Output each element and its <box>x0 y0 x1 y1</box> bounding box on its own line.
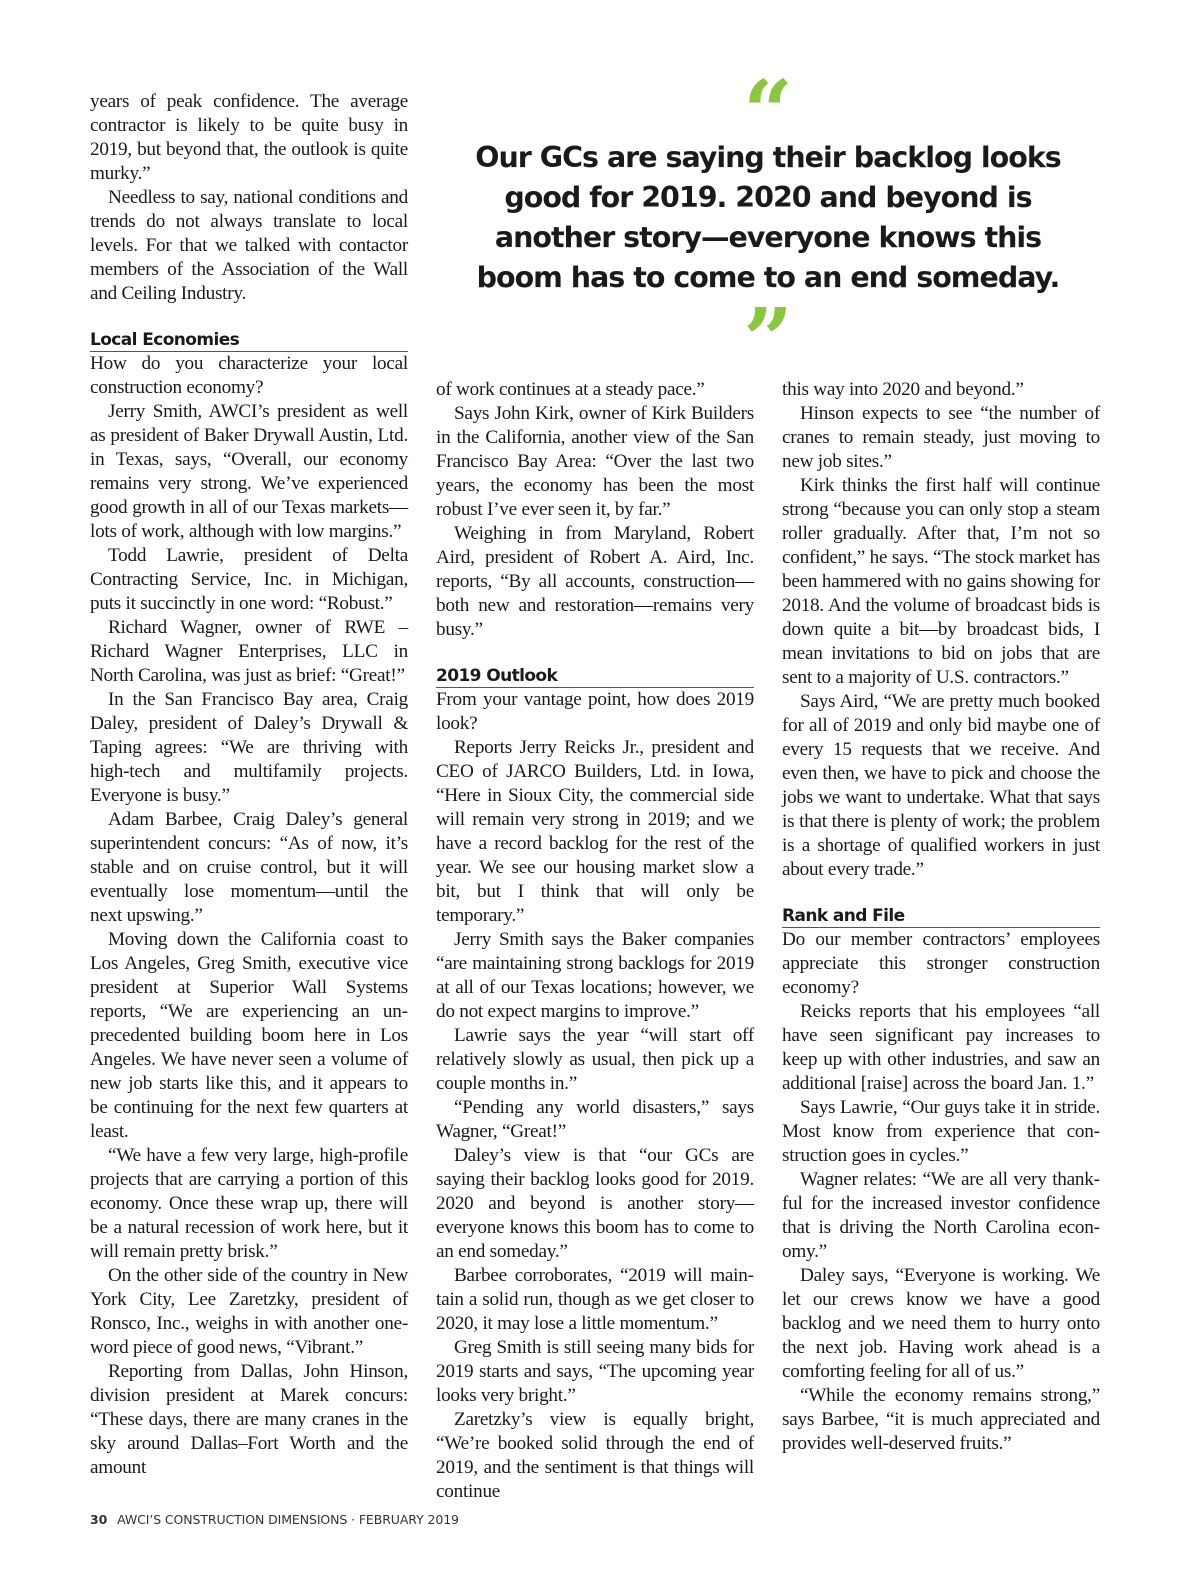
open-quote-icon: “ <box>743 62 793 163</box>
section-heading-local-economies: Local Economies <box>90 330 408 352</box>
paragraph: Moving down the California coast to Los Angeles, Greg Smith, executive vice president at Superior Wall Systems reports, “We are experiencing an unprecedented building boom here in Los Angeles. We have never seen a volume of new job starts like this, and it appears to be continuing for the next few quarters at least. <box>90 929 408 1142</box>
article-column-1 <box>90 90 408 1480</box>
publication-info: AWCI’S CONSTRUCTION DIMENSIONS · FEBRUARY 2019 <box>117 1512 459 1527</box>
paragraph: Jerry Smith says the Baker companies “are maintaining strong backlogs for 2019 at all of our Texas locations; however, we do not expect margins to improve.” <box>436 929 754 1022</box>
page-footer <box>90 1512 459 1527</box>
paragraph: “Pending any world disasters,” says Wagner, “Great!” <box>436 1097 754 1142</box>
section-question: Do our member contractors’ employees appreciate this stronger construction economy? <box>782 929 1100 998</box>
paragraph: years of peak confidence. The average contractor is likely to be quite busy in 2019, but beyond that, the outlook is quite murky.” <box>90 91 408 184</box>
article-column-3 <box>782 378 1100 1456</box>
paragraph: Weighing in from Maryland, Robert Aird, president of Robert A. Aird, Inc. reports, “By all accounts, construction—both new and restoration—remains very busy.” <box>436 523 754 640</box>
section-heading-rank-and-file: Rank and File <box>782 906 1100 928</box>
paragraph: Needless to say, national conditions and trends do not always translate to local levels. For that we talked with contactor members of the Association of the Wall and Ceiling Industry. <box>90 187 408 304</box>
paragraph: Lawrie says the year “will start off relatively slowly as usual, then pick up a couple months in.” <box>436 1025 754 1094</box>
paragraph: “We have a few very large, high-profile projects that are carrying a portion of this economy. Once these wrap up, there will be a natural recession of work here, but it will remain pretty brisk.” <box>90 1145 408 1262</box>
paragraph: Reports Jerry Reicks Jr., president and CEO of JARCO Builders, Ltd. in Iowa, “Here in Sioux City, the commercial side will remain very strong in 2019; and we have a record backlog for the rest of the year. We see our housing market slow a bit, but I think that will only be temporary.” <box>436 737 754 926</box>
paragraph: Daley’s view is that “our GCs are saying their backlog looks good for 2019. 2020 and beyond is another story—everyone knows this boom has to come to an end someday.” <box>436 1145 754 1262</box>
paragraph: Says Aird, “We are pretty much booked for all of 2019 and only bid maybe one of every 15 requests that we receive. And even then, we have to pick and choose the jobs we want to undertake. What that says is that there is plenty of work; the problem is a shortage of qualified workers in just about every trade.” <box>782 691 1100 880</box>
paragraph: of work continues at a steady pace.” <box>436 379 705 400</box>
paragraph: Reporting from Dallas, John Hinson, division president at Marek concurs: “These days, there are many cranes in the sky around Dallas–Fort Worth and the amount <box>90 1361 408 1478</box>
paragraph: Says Lawrie, “Our guys take it in stride. Most know from experience that construction goes in cycles.” <box>782 1097 1100 1166</box>
close-quote-icon: ” <box>743 290 793 391</box>
paragraph: Kirk thinks the first half will continue strong “because you can only stop a steam roller gradually. After that, I’m not so confident,” he says. “The stock market has been hammered with no gains showing for 2018. And the volume of broadcast bids is down quite a bit—by broadcast bids, I mean invitations to bid on jobs that are sent to a majority of U.S. contractors.” <box>782 475 1100 688</box>
paragraph: this way into 2020 and beyond.” <box>782 379 1024 400</box>
section-heading-2019-outlook: 2019 Outlook <box>436 666 754 688</box>
paragraph: In the San Francisco Bay area, Craig Daley, president of Daley’s Drywall & Taping agrees: “We are thriving with high-tech and multifamily projects. Everyone is busy.” <box>90 689 408 806</box>
paragraph: On the other side of the country in New York City, Lee Zaretzky, president of Ronsco, Inc., weighs in with another one-word piece of good news, “Vibrant.” <box>90 1265 408 1358</box>
paragraph: Reicks reports that his employees “all have seen significant pay increases to keep up with other industries, and saw an additional [raise] across the board Jan. 1.” <box>782 1001 1100 1094</box>
paragraph: “While the economy remains strong,” says Barbee, “it is much appreciated and provides well-deserved fruits.” <box>782 1385 1100 1454</box>
paragraph: Daley says, “Everyone is working. We let our crews know we have a good backlog and we need them to hurry onto the next job. Having work ahead is a comforting feeling for all of us.” <box>782 1265 1100 1382</box>
paragraph: Hinson expects to see “the number of cranes to remain steady, just moving to new job sites.” <box>782 403 1100 472</box>
page-number: 30 <box>90 1512 108 1527</box>
paragraph: Richard Wagner, owner of RWE – Richard Wagner Enterprises, LLC in North Carolina, was just as brief: “Great!” <box>90 617 408 686</box>
paragraph: Zaretzky’s view is equally bright, “We’re booked solid through the end of 2019, and the sentiment is that things will continue <box>436 1409 754 1502</box>
paragraph: Jerry Smith, AWCI’s president as well as president of Baker Drywall Austin, Ltd. in Texas, says, “Overall, our economy remains very strong. We’ve experienced good growth in all of our Texas markets—lots of work, although with low margins.” <box>90 401 408 542</box>
paragraph: Says John Kirk, owner of Kirk Builders in the California, another view of the San Francisco Bay Area: “Over the last two years, the economy has been the most robust I’ve ever seen it, by far.” <box>436 403 754 520</box>
paragraph: Greg Smith is still seeing many bids for 2019 starts and says, “The upcoming year looks very bright.” <box>436 1337 754 1406</box>
pull-quote-text: Our GCs are saying their backlog looks good for 2019. 2020 and beyond is another story—everyone knows this boom has to come to an end someday. <box>475 141 1061 294</box>
section-question: How do you characterize your local construction economy? <box>90 353 408 398</box>
paragraph: Adam Barbee, Craig Daley’s general superintendent concurs: “As of now, it’s stable and on cruise control, but it will eventually lose momentum—until the next upswing.” <box>90 809 408 926</box>
section-question: From your vantage point, how does 2019 look? <box>436 689 754 734</box>
paragraph: Todd Lawrie, president of Delta Contracting Service, Inc. in Michigan, puts it succinctly in one word: “Robust.” <box>90 545 408 614</box>
paragraph: Barbee corroborates, “2019 will maintain a solid run, though as we get closer to 2020, it may lose a little momentum.” <box>436 1265 754 1334</box>
paragraph: Wagner relates: “We are all very thankful for the increased investor confidence that is driving the North Carolina economy.” <box>782 1169 1100 1262</box>
article-column-2 <box>436 378 754 1504</box>
